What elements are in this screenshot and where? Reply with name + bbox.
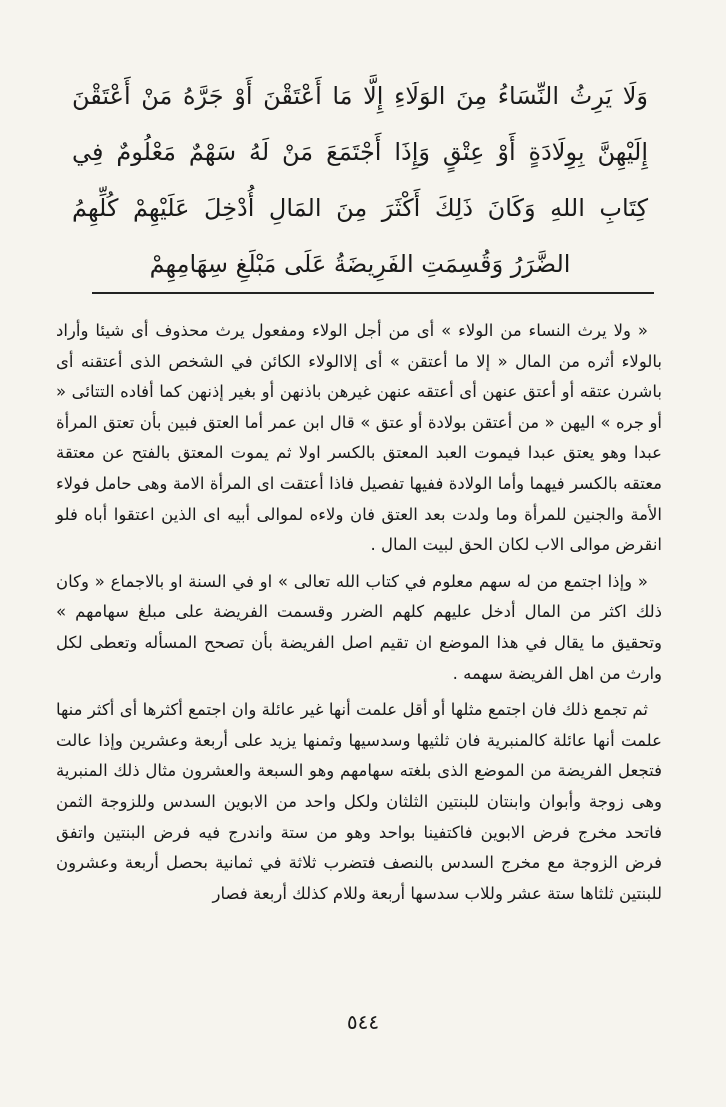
commentary-paragraph-3: ثم تجمع ذلك فان اجتمع مثلها أو أقل علمت أنها غير عائلة وان اجتمع أكثرها أى أكثر منها علمت أنها عائلة كالمنبرية فان ثلثيها وسدسيها وثمنها يزيد على أربعة وعشرين وإذا عالت فتجعل الفريضة من الموضع الذى بلغته سهامهم وهو السبعة والعشرون مثال ذلك المنبرية وهى زوجة وأبوان وابنتان للبنتين الثلثان ولكل واحد من الابوين السدس وللزوجة الثمن فاتحد مخرج فرض الابوين فاكتفينا بواحد وهو من ستة واندرج فيه فرض البنتين واتفق فرض الزوجة مع مخرج السدس بالنصف فتضرب ثلاثة في ثمانية بحصل أربعة وعشرون للبنتين ثلثاها ستة عشر وللاب سدسها أربعة وللام كذلك أربعة فصار <box>56 700 662 903</box>
page-number: ٥٤٤ <box>346 1010 380 1034</box>
main-text-matn <box>72 68 648 292</box>
horizontal-separator-line <box>92 292 654 294</box>
matn-paragraph: وَلَا يَرِثُ النِّسَاءُ مِنَ الوَلَاءِ إِلَّا مَا أَعْتَقْنَ أَوْ جَرَّهُ مَنْ أَعْتَقْنَ إِلَيْهِنَّ بِوِلَادَةٍ أَوْ عِتْقٍ وَإِذَا أَجْتَمَعَ مَنْ لَهُ سَهْمٌ مَعْلُومٌ فِي كِتَابِ اللهِ وَكَانَ ذَلِكَ أَكْثَرَ مِنَ المَالِ أُدْخِلَ عَلَيْهِمْ كُلِّهِمُ الضَّرَرُ وَقُسِمَتِ الفَرِيضَةُ عَلَى مَبْلَغِ سِهَامِهِمْ <box>72 82 648 278</box>
commentary-paragraph-1: « ولا يرث النساء من الولاء » أى من أجل الولاء ومفعول يرث محذوف أى شيئا وأراد بالولاء أثره من المال « إلا ما أعتقن » أى إلاالولاء الكائن في الشخص الذى أعتقنه أى باشرن عتقه أو أعتق عنهن أى أعتقه عنهن غيرهن باذنهن أو بغير إذنهن كما أفاده التتائى « أو جره » اليهن « من أعتقن بولادة أو عتق » قال ابن عمر أما العتق فبين بأن تعتق المرأة عبدا وهو يعتق عبدا فيموت العبد المعتق بالكسر اولا ثم يموت المعتق بالفتح عن معتقة معتقه بالكسر فيهما وأما الولادة ففيها تفصيل فاذا أعتقت اى المرأة الامة وهى حامل فولاء الأمة والجنين للمرأة وما ولدت بعد العتق فان ولاءه لموالى أبيه اى الذين اعتقوا أباه فلو انقرض موالى الاب لكان الحق لبيت المال . <box>56 321 662 555</box>
commentary-text <box>56 316 662 909</box>
commentary-paragraph-2: « وإذا اجتمع من له سهم معلوم في كتاب الله تعالى » او في السنة او بالاجماع « وكان ذلك اكثر من المال أدخل عليهم كلهم الضرر وقسمت الفريضة على مبلغ سهامهم » وتحقيق ما يقال في هذا الموضع ان تقيم اصل الفريضة بأن تصحح المسأله وتعطى لكل وارث من اهل الفريضة سهمه . <box>56 571 662 683</box>
